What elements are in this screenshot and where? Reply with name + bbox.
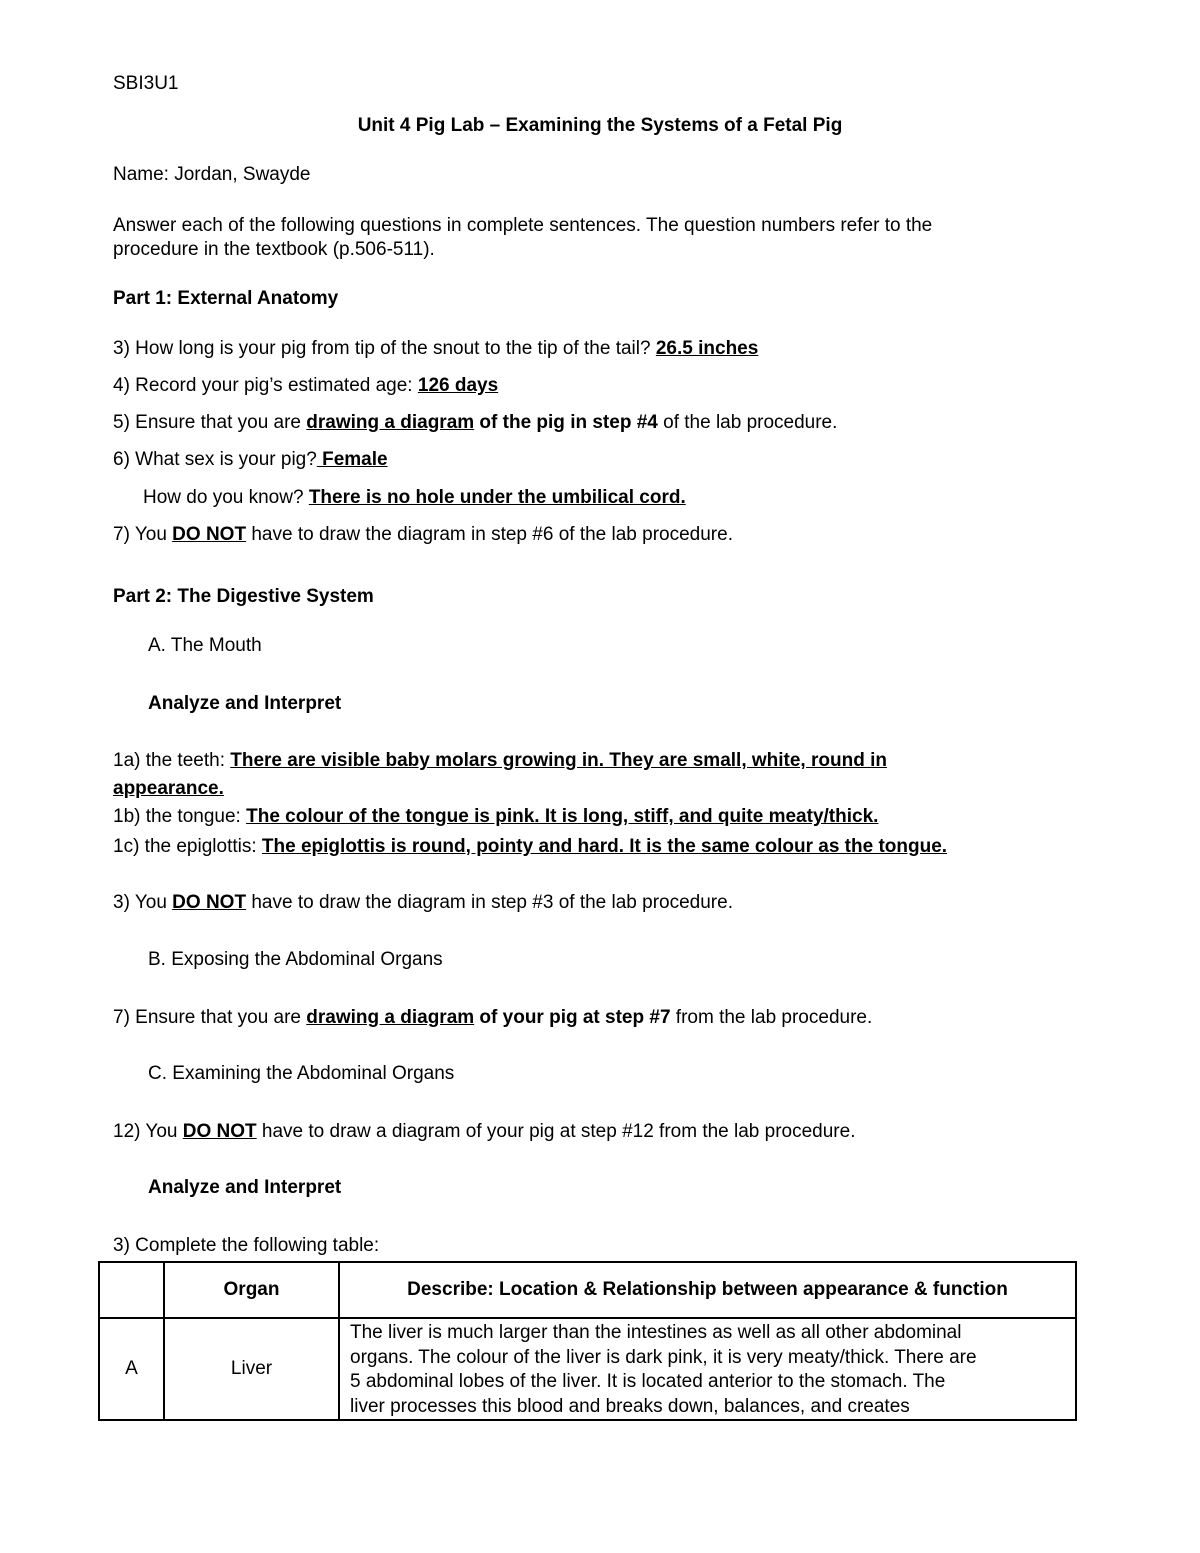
table-header-row [99, 1262, 1076, 1318]
row-description [339, 1318, 1076, 1420]
question-prompt: 6) What sex is your pig? [113, 449, 317, 470]
answer: 26.5 inches [655, 338, 759, 359]
instructions-line-2: procedure in the textbook (p.506-511). [113, 239, 435, 260]
part1-q7 [113, 523, 733, 547]
part1-q3 [113, 337, 758, 361]
analyze-heading-2: Analyze and Interpret [148, 1177, 342, 1198]
description-line: liver processes this blood and breaks down, balances, and creates [350, 1395, 910, 1417]
answer: There is no hole under the umbilical cord. [308, 487, 686, 508]
part1-heading: Part 1: External Anatomy [113, 288, 339, 309]
course-code: SBI3U1 [113, 73, 179, 94]
organ-table [98, 1261, 1077, 1421]
part2-heading: Part 2: The Digestive System [113, 586, 374, 607]
emphasis-bold: of the pig in step #4 [474, 412, 658, 433]
question-text: 7) Ensure that you are [113, 1007, 307, 1028]
part2-q1c [113, 835, 947, 859]
section-a-heading: A. The Mouth [148, 635, 262, 656]
document-title: Unit 4 Pig Lab – Examining the Systems of a Fetal Pig [357, 115, 843, 136]
table-header-description: Describe: Location & Relationship between appearance & function [339, 1262, 1076, 1318]
question-text-end: of the lab procedure. [657, 412, 838, 433]
part2-q1a [113, 749, 887, 773]
instructions-line-1: Answer each of the following questions in complete sentences. The question numbers refer to the [113, 215, 933, 236]
question-text-end: have to draw a diagram of your pig at step #12 from the lab procedure. [256, 1121, 856, 1142]
emphasis-underlined: drawing a diagram [306, 412, 475, 433]
emphasis-underlined: DO NOT [182, 1121, 257, 1142]
emphasis-underlined: DO NOT [172, 524, 247, 545]
row-letter: A [99, 1318, 164, 1420]
part2-q1a-continued: appearance. [113, 778, 224, 799]
part2-q1b [113, 805, 878, 829]
question-prompt: How do you know? [143, 487, 309, 508]
description-line: organs. The colour of the liver is dark pink, it is very meaty/thick. There are [350, 1346, 977, 1368]
part1-q6-followup [143, 486, 686, 510]
analyze-heading-1: Analyze and Interpret [148, 693, 342, 714]
row-organ: Liver [164, 1318, 339, 1420]
section-c-heading: C. Examining the Abdominal Organs [148, 1063, 455, 1084]
student-name: Name: Jordan, Swayde [113, 164, 311, 185]
question-text: 7) You [113, 524, 173, 545]
question-prompt: 3) How long is your pig from tip of the snout to the tip of the tail? [113, 338, 656, 359]
part1-q5 [113, 411, 837, 435]
question-text-end: have to draw the diagram in step #3 of the lab procedure. [246, 892, 733, 913]
table-prompt: 3) Complete the following table: [113, 1235, 380, 1256]
part1-q4 [113, 374, 498, 398]
part2-q12 [113, 1120, 855, 1144]
table-header-organ: Organ [164, 1262, 339, 1318]
answer: The colour of the tongue is pink. It is long, stiff, and quite meaty/thick. [246, 806, 879, 827]
emphasis-bold: of your pig at step #7 [474, 1007, 671, 1028]
question-text: 5) Ensure that you are [113, 412, 307, 433]
part1-q6 [113, 448, 388, 472]
question-text: 3) You [113, 892, 173, 913]
part2-q7 [113, 1006, 872, 1030]
question-prompt: 4) Record your pig’s estimated age: [113, 375, 418, 396]
description-line: The liver is much larger than the intestines as well as all other abdominal [350, 1322, 962, 1343]
question-text-end: from the lab procedure. [670, 1007, 873, 1028]
section-b-heading: B. Exposing the Abdominal Organs [148, 949, 443, 970]
emphasis-underlined: DO NOT [172, 892, 247, 913]
answer: 126 days [417, 375, 499, 396]
question-prompt: 1b) the tongue: [113, 806, 247, 827]
table-row [99, 1318, 1076, 1420]
question-text: 12) You [113, 1121, 183, 1142]
emphasis-underlined: drawing a diagram [306, 1007, 475, 1028]
part2-q3 [113, 891, 733, 915]
question-text-end: have to draw the diagram in step #6 of the lab procedure. [246, 524, 733, 545]
answer: The epiglottis is round, pointy and hard. It is the same colour as the tongue. [261, 836, 948, 857]
description-line: 5 abdominal lobes of the liver. It is located anterior to the stomach. The [350, 1371, 946, 1392]
question-prompt: 1a) the teeth: [113, 750, 231, 771]
table-header-letter [99, 1262, 164, 1318]
answer: Female [316, 449, 388, 470]
question-prompt: 1c) the epiglottis: [113, 836, 262, 857]
answer: There are visible baby molars growing in. They are small, white, round in [230, 750, 887, 771]
